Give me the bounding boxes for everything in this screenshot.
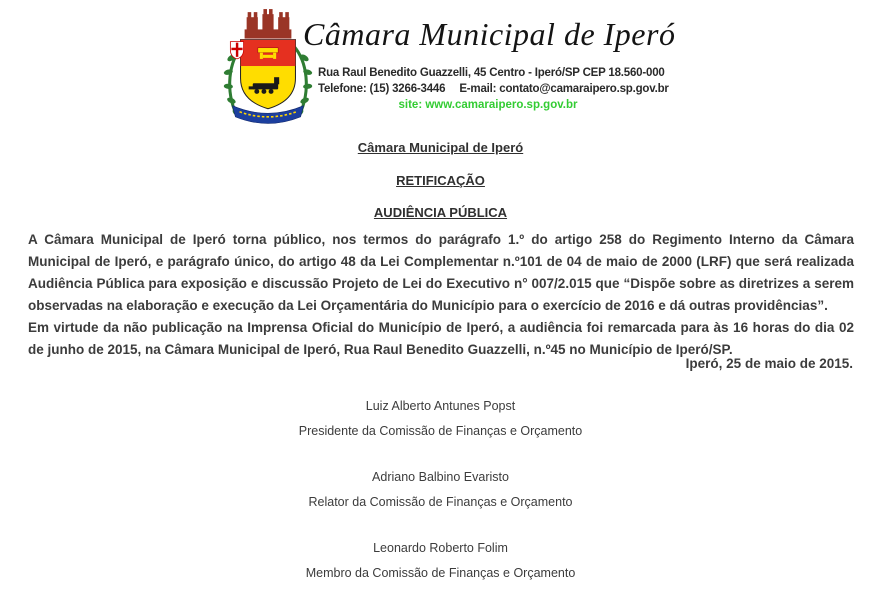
crest-shield [241, 40, 296, 109]
crest-cross-shield [230, 42, 243, 59]
document-subtitle-audiencia: AUDIÊNCIA PÚBLICA [373, 205, 508, 220]
org-email: E-mail: contato@camaraipero.sp.gov.br [459, 83, 669, 95]
document-subtitle-retificacao: RETIFICAÇÃO [396, 173, 485, 188]
org-address: Rua Raul Benedito Guazzelli, 45 Centro - Iperó/SP CEP 18.560-000 [318, 67, 665, 79]
ipero-coat-of-arms-icon [222, 5, 314, 125]
signature-role: Relator da Comissão de Finanças e Orçamento [308, 495, 573, 509]
org-title: Câmara Municipal de Iperó [303, 16, 676, 52]
dateline: Iperó, 25 de maio de 2015. [685, 356, 853, 371]
signature-role: Presidente da Comissão de Finanças e Orçamento [298, 424, 583, 438]
body-paragraph-2: Em virtude da não publicação na Imprensa Oficial do Município de Iperó, a audiência foi remarcada para às 16 horas do dia 02 de junho de 2015, na Câmara Municipal de Iperó, Rua Raul Benedito Guazzelli, n.º45 no Município de Iperó/SP. [28, 320, 854, 357]
crest-mural-crown [245, 9, 292, 38]
org-contact-line [318, 83, 669, 95]
document-body [28, 229, 854, 361]
document-title: Câmara Municipal de Iperó [357, 140, 524, 155]
org-phone: Telefone: (15) 3266-3446 [318, 83, 446, 95]
body-paragraph-1: A Câmara Municipal de Iperó torna público, nos termos do parágrafo 1.º do artigo 258 do Regimento Interno da Câmara Municipal de Iperó, e parágrafo único, do artigo 48 da Lei Complementar n.º101 de 04 de maio de 2000 (LRF) que será realizada Audiência Pública para exposição e discussão Projeto de Lei do Executivo n° 007/2.015 que “Dispõe sobre as diretrizes a serem observadas na elaboração e execução da Lei Orçamentária do Município para o exercício de 2016 e dá outras providências”. [28, 232, 854, 313]
signature-role: Membro da Comissão de Finanças e Orçamento [305, 566, 576, 580]
signature-name: Luiz Alberto Antunes Popst [365, 399, 516, 413]
signature-name: Leonardo Roberto Folim [373, 541, 508, 555]
org-website: site: www.camaraipero.sp.gov.br [398, 99, 578, 111]
signature-name: Adriano Balbino Evaristo [372, 470, 509, 484]
